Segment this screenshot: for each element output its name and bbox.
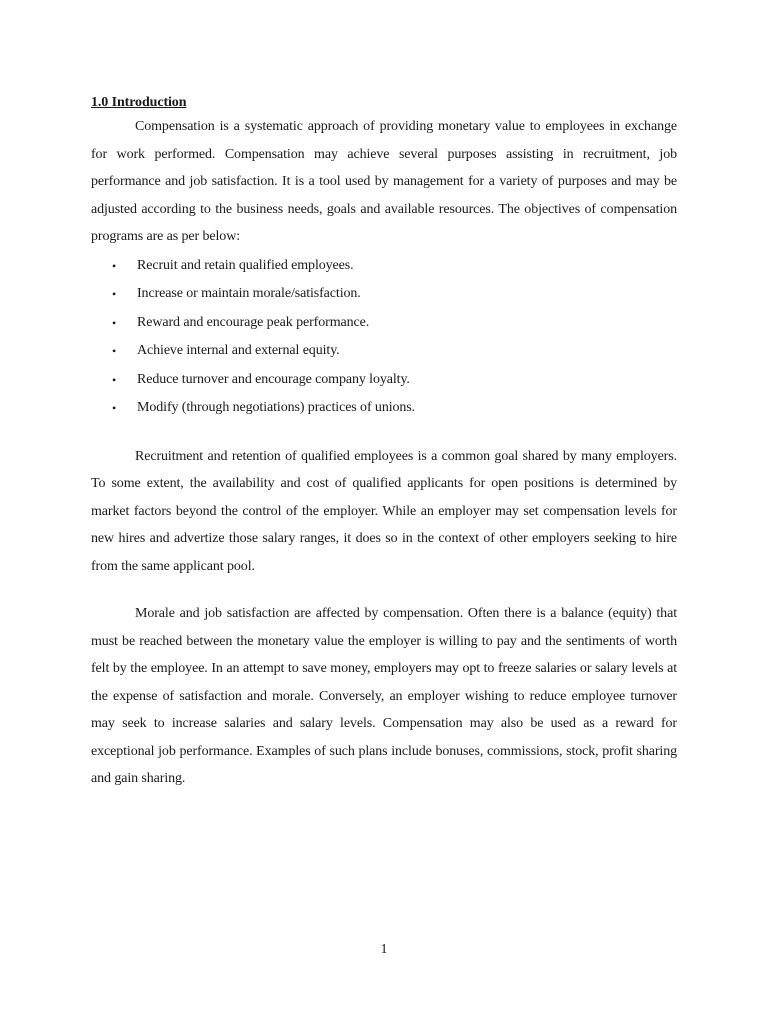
section-heading: 1.0 Introduction <box>91 95 187 110</box>
list-item <box>91 366 677 395</box>
bullet-icon: • <box>112 315 117 330</box>
recruitment-paragraph: Recruitment and retention of qualified employees is a common goal shared by many employers. To some extent, the availability and cost of qualified applicants for open positions is determined by market factors beyond the control of the employer. While an employer may set compensation levels for new hires and advertize those salary ranges, it does so in the context of other employers seeking to hire from the same applicant pool. <box>91 448 677 574</box>
morale-paragraph: Morale and job satisfaction are affected by compensation. Often there is a balance (equity) that must be reached between the monetary value the employer is willing to pay and the sentiments of worth felt by the employee. In an attempt to save money, employers may opt to freeze salaries or salary levels at the expense of satisfaction and morale. Conversely, an employer wishing to reduce employee turnover may seek to increase salaries and salary levels. Compensation may also be used as a reward for exceptional job performance. Examples of such plans include bonuses, commissions, stock, profit sharing and gain sharing. <box>91 606 677 786</box>
objectives-list <box>91 252 677 423</box>
bullet-icon: • <box>112 401 117 415</box>
page-content <box>91 94 677 793</box>
bullet-icon: • <box>112 372 117 387</box>
bullet-icon: • <box>112 287 117 301</box>
list-item-text: Achieve internal and external equity. <box>137 343 340 358</box>
list-item-text: Modify (through negotiations) practices of unions. <box>137 400 416 415</box>
list-item-text: Recruit and retain qualified employees. <box>137 257 354 273</box>
list-item <box>91 280 677 309</box>
list-item <box>91 394 677 423</box>
list-item <box>91 252 677 281</box>
list-item-text: Reduce turnover and encourage company loyalty. <box>137 371 410 387</box>
list-item <box>91 309 677 338</box>
bullet-icon: • <box>112 344 117 358</box>
list-item-text: Reward and encourage peak performance. <box>137 314 370 330</box>
bullet-icon: • <box>112 258 117 273</box>
intro-paragraph: Compensation is a systematic approach of providing monetary value to employees in exchange for work performed. Compensation may achieve several purposes assisting in recruitment, job performance and job satisfaction. It is a tool used by management for a variety of purposes and may be adjusted according to the business needs, goals and available resources. The objectives of compensation programs are as per below: <box>91 119 677 244</box>
list-item-text: Increase or maintain morale/satisfaction. <box>137 286 361 301</box>
page-number: 1 <box>380 942 388 957</box>
list-item <box>91 337 677 366</box>
